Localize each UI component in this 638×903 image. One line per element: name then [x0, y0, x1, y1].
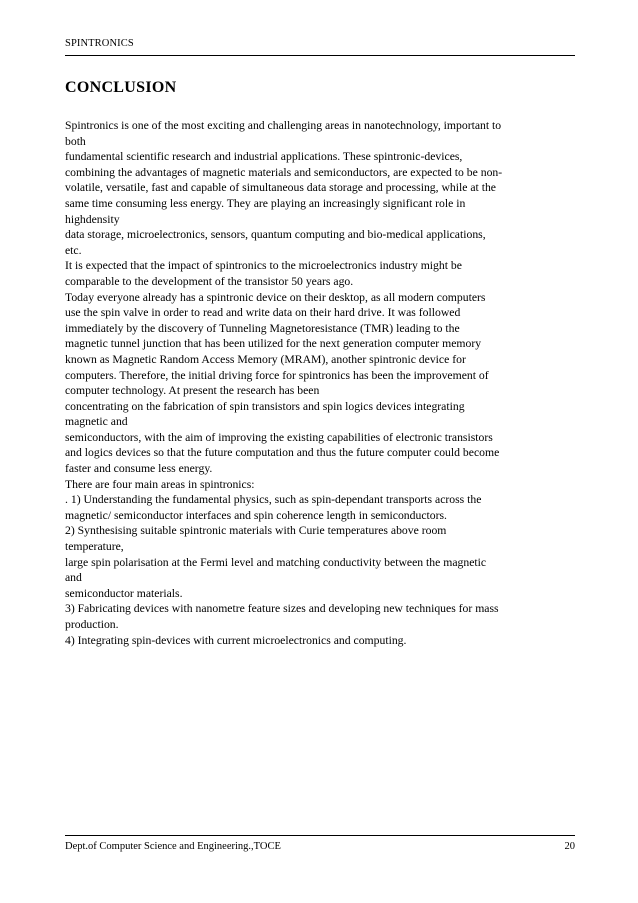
body-line: comparable to the development of the transistor 50 years ago. [65, 274, 354, 288]
body-line: both [65, 134, 86, 148]
body-line: temperature, [65, 540, 124, 554]
header-rule [65, 55, 575, 56]
footer-department: Dept.of Computer Science and Engineering.,TOCE [65, 841, 281, 852]
body-line: combining the advantages of magnetic materials and semiconductors, are expected to be non- [65, 165, 503, 179]
body-line: It is expected that the impact of spintronics to the microelectronics industry might be [65, 259, 462, 273]
body-line: Spintronics is one of the most exciting and challenging areas in nanotechnology, important to [65, 119, 502, 132]
body-line: semiconductors, with the aim of improving the existing capabilities of electronic transistors [65, 430, 493, 444]
body-line: data storage, microelectronics, sensors, quantum computing and bio-medical applications, [65, 228, 486, 242]
body-line: magnetic and [65, 415, 128, 429]
body-line: computer technology. At present the research has been [65, 384, 320, 398]
body-line: known as Magnetic Random Access Memory (MRAM), another spintronic device for [65, 352, 466, 366]
body-line: Today everyone already has a spintronic device on their desktop, as all modern computers [65, 290, 486, 304]
body-line: etc. [65, 243, 82, 257]
body-line: large spin polarisation at the Fermi level and matching conductivity between the magnetic [65, 555, 487, 569]
body-line: production. [65, 618, 119, 631]
section-title: CONCLUSION [65, 79, 177, 96]
body-line: same time consuming less energy. They are playing an increasingly significant role in [65, 196, 466, 210]
body-line: computers. Therefore, the initial driving force for spintronics has been the improvement of [65, 368, 489, 382]
body-line: concentrating on the fabrication of spin transistors and spin logics devices integrating [65, 399, 465, 413]
body-line: highdensity [65, 212, 120, 226]
body-line: immediately by the discovery of Tunneling Magnetoresistance (TMR) leading to the [65, 321, 460, 335]
body-line: fundamental scientific research and industrial applications. These spintronic-devices, [65, 150, 463, 164]
body-line: 3) Fabricating devices with nanometre feature sizes and developing new techniques for mass [65, 602, 499, 616]
body-line: use the spin valve in order to read and write data on their hard drive. It was followed [65, 306, 461, 320]
body-line: magnetic/ semiconductor interfaces and spin coherence length in semiconductors. [65, 508, 447, 522]
body-line: magnetic tunnel junction that has been utilized for the next generation computer memory [65, 337, 482, 351]
body-text [65, 118, 571, 648]
body-line: and [65, 571, 82, 585]
body-line: volatile, versatile, fast and capable of simultaneous data storage and processing, while at the [65, 181, 496, 195]
body-line: 4) Integrating spin-devices with current microelectronics and computing. [65, 633, 407, 647]
running-header: SPINTRONICS [65, 38, 134, 49]
page-number: 20 [564, 841, 575, 852]
footer-rule [65, 835, 575, 836]
body-line: semiconductor materials. [65, 586, 183, 600]
body-line: . 1) Understanding the fundamental physics, such as spin-dependant transports across the [65, 493, 482, 507]
body-line: 2) Synthesising suitable spintronic materials with Curie temperatures above room [65, 524, 447, 538]
body-line: and logics devices so that the future computation and thus the future computer could become [65, 446, 500, 460]
body-line: faster and consume less energy. [65, 462, 213, 476]
body-line: There are four main areas in spintronics: [65, 477, 255, 491]
